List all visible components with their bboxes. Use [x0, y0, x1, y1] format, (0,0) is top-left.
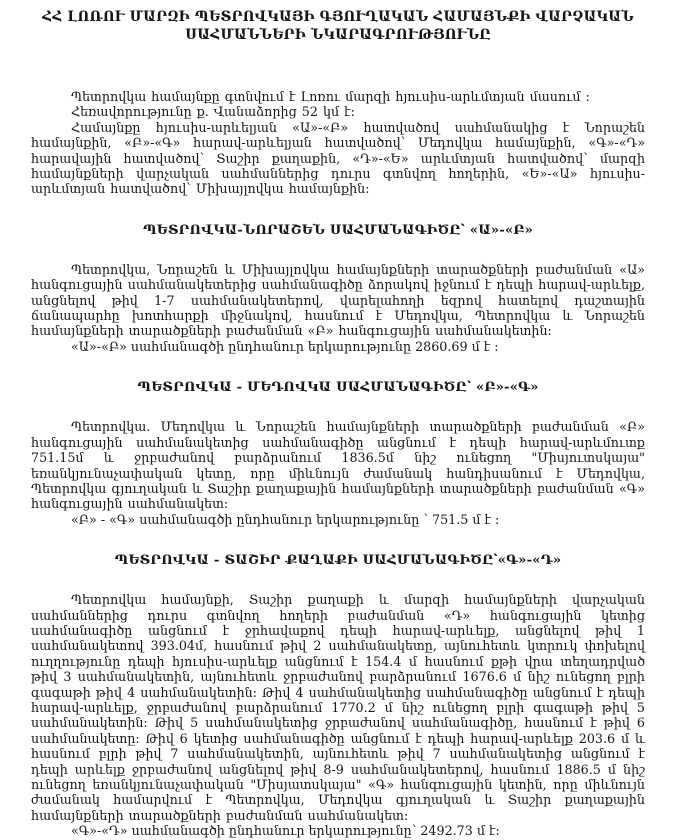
- section-length-petrovka-medovka: «Բ» - «Գ» սահմանագծի ընդհանուր երկարությունը ՝ 751.5 մ է :: [71, 511, 500, 527]
- intro-distance-paragraph: Հեռավորությունը ք. Վանաձորից 52 կմ է:: [71, 104, 355, 120]
- section-length-petrovka-tashir: «Գ»-«Դ» սահմանագծի ընդհանուր երկարությունը՝ 2492.73 մ է:: [71, 823, 500, 839]
- section-body-petrovka-medovka: Պետրովկա. Մեդովկա և Նորաշեն համայնքների տարածքների բաժանման «Բ» հանգուցային սահմանակետից սահմանագիծը անցնում է դեպի հարավ-արևմուտք 751.15մ և ջրբաժանով բարձրանում 1836.5մ նիշ ունեցող "Միսյուտսկայա" եռանկյունաչափական կետը, որը միևնույն ժամանակ հանդիսանում է Մեդովկա, Պետրովկա գյուղական և Տաշիր քաղաքային համայնքների տարածքների բաժանման «Գ» հանգուցային սահմանակետ:: [31, 419, 645, 512]
- section-heading-petrovka-norashen: ՊԵՏՐՈՎԿԱ-ՆՈՐԱՇԵՆ ՍԱՀՄԱՆԱԳԻԾԸ՝ «Ա»-«Բ»: [142, 222, 534, 238]
- section-length-petrovka-norashen: «Ա»-«Բ» սահմանագծի ընդհանուր երկարությունը 2860.69 մ է :: [71, 338, 499, 354]
- section-heading-petrovka-medovka: ՊԵՏՐՈՎԿԱ - ՄԵԴՈՎԿԱ ՍԱՀՄԱՆԱԳԻԾԸ՝ «Բ»-«Գ»: [137, 380, 539, 396]
- section-body-petrovka-norashen: Պետրովկա, Նորաշեն և Միխայլովկա համայնքների տարածքների բաժանման «Ա» հանգուցային սահմանակետերից սահմանագիծը ձորակով իջնում է դեպի հարավ-արևելք, անցնելով թիվ 1-7 սահմանակետերով, վարելահողի եզրով հատելով դաշտային ճանապարհը խոտհարքի միջնակով, հասնում է Մեդովկա, Պետրովկա և Նորաշեն համայնքների տարածքների բաժանման «Բ» հանգուցային սահմանակետին:: [31, 261, 645, 339]
- intro-neighbors-paragraph: Համայնքը հյուսիս-արևելյան «Ա»-«Բ» հատվածով սահմանակից է Նորաշեն համայնքին, «Բ»-«Գ» հարավ-արևելյան հատվածով՝ Մեդովկա համայնքին, «Գ»-«Դ» հարավային հատվածով՝ Տաշիր քաղաքին, «Դ»-«Ե» արևմտյան հատվածով՝ մարզի համայնքների վարչական սահմաններից դուրս գտնվող հողերին, «Ե»-«Ա» հյուսիս-արևմտյան հատվածով՝ Միխայլովկա համայնքին:: [31, 119, 645, 197]
- document-title: ՀՀ ԼՈՌՈՒ ՄԱՐԶԻ ՊԵՏՐՈՎԿԱՅԻ ԳՅՈՒՂԱԿԱՆ ՀԱՄԱՅՆՔԻ ՎԱՐՉԱԿԱՆ ՍԱՀՄԱՆՆԵՐԻ ՆԿԱՐԱԳՐՈՒԹՅՈՒՆԸ: [42, 9, 634, 43]
- section-heading-petrovka-tashir: ՊԵՏՐՈՎԿԱ - ՏԱՇԻՐ ՔԱՂԱՔԻ ՍԱՀՄԱՆԱԳԻԾԸ՝«Գ»-«Դ»: [114, 553, 562, 569]
- intro-location-paragraph: Պետրովկա համայնքը գտնվում է Լոռու մարզի հյուսիս-արևմտյան մասում :: [71, 89, 590, 104]
- section-body-petrovka-tashir: Պետրովկա համայնքի, Տաշիր քաղաքի և մարզի համայնքների վարչական սահմաններից դուրս գտնվող հողերի բաժանման «Դ» հանգուցային կետից սահմանագիծը անցնում է ջրհավաքով դեպի հարավ-արևելք, անցնելով թիվ 1 սահմանակետով 393.04մ, հասնում թիվ 2 սահմանակետը, այնուհետև կտրուկ փոխելով ուղղությունը դեպի հյուսիս-արևելք անցնում է 154.4 մ հասնում քթի վրա տեղադրված թիվ 3 սահմանակետին, այնուհետև ջրբաժանով բարձրանում 1676.6 մ նիշ ունեցող բլրի գագաթի թիվ 4 սահմանակետին: Թիվ 4 սահմանակետից սահմանագիծը անցնում է դեպի հարավ-արևելք, ջրբաժանով բարձրանում 1770.2 մ նիշ ունեցող բլրի գագաթի թիվ 5 սահմանակետին: Թիվ 5 սահմանակետից ջրբաժանով սահմանագիծը, հասնում է թիվ 6 սահմանակետը: Թիվ 6 կետից սահմանագիծը անցնում է դեպի հարավ-արևելք 203.6 մ և հասնում բլրի թիվ 7 սահմանակետին, այնուհետև թիվ 7 սահմանակետից անցնում է դեպի արևելք ջրբաժանով անցնելով թիվ 8-9 սահմանակետերով, հասնում 1886.5 մ նիշ ունեցող եռանկյունաչափական "Միսյատսկայա" «Գ» հանգուցային կետին, որը միևնույն ժամանակ համարվում է Պետրովկա, Մեդովկա գյուղական և Տաշիր քաղաքային համայնքների տարածքների բաժանման սահմանակետ:: [31, 592, 645, 823]
